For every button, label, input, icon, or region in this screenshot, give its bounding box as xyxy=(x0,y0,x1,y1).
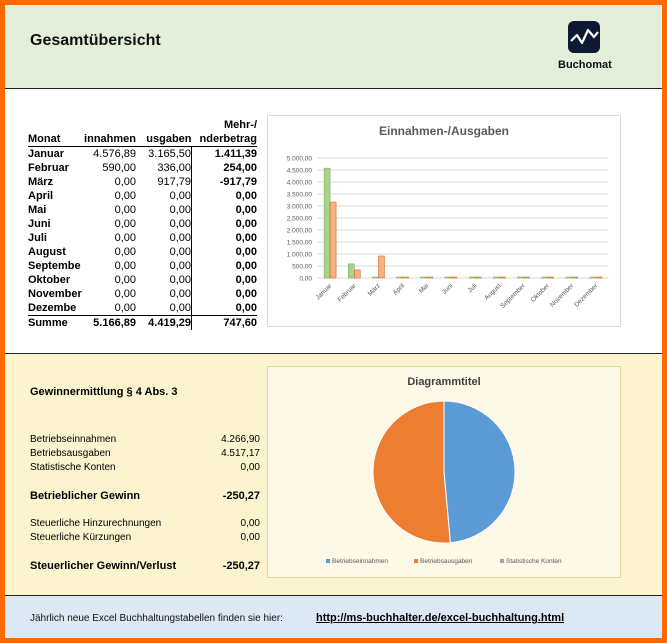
additions-value: 0,00 xyxy=(240,518,260,529)
cell-month: Februar xyxy=(28,162,69,174)
cell-expense: 0,00 xyxy=(169,232,191,244)
cell-expense: 0,00 xyxy=(169,274,191,286)
legend-label: Betriebsausgaben xyxy=(420,558,473,565)
cell-income: 590,00 xyxy=(102,162,136,174)
profit-label: Betrieblicher Gewinn xyxy=(30,490,141,502)
pie-slice xyxy=(444,401,515,543)
cell-income: 0,00 xyxy=(114,232,136,244)
expense-row xyxy=(30,447,260,461)
table-row xyxy=(28,245,257,259)
cell-month: Mai xyxy=(28,204,47,216)
pie-chart xyxy=(267,366,621,578)
y-tick-label: 4.000,00 xyxy=(286,179,312,187)
bar xyxy=(469,277,475,278)
bar xyxy=(542,277,548,278)
table-row xyxy=(28,287,257,301)
footer-text: Jährlich neue Excel Buchhaltungstabellen finden sie hier: xyxy=(30,613,283,624)
header xyxy=(5,5,662,89)
x-tick-label: September xyxy=(499,282,527,310)
page-title: Gesamtübersicht xyxy=(30,32,161,49)
cell-expense: 3.165,50 xyxy=(148,148,191,160)
x-tick-label: August xyxy=(483,282,503,302)
bar xyxy=(403,277,409,278)
bar xyxy=(372,277,378,278)
table-row xyxy=(28,217,257,231)
cell-diff: 0,00 xyxy=(192,189,258,203)
pie-title: Diagrammtitel xyxy=(407,376,481,388)
profit-section xyxy=(5,354,662,596)
table-row xyxy=(28,203,257,217)
cell-diff: 0,00 xyxy=(192,259,258,273)
y-tick-label: 3.000,00 xyxy=(286,203,312,211)
bar-chart xyxy=(267,115,621,327)
table-row xyxy=(28,231,257,245)
chart-line-icon xyxy=(568,21,600,53)
y-tick-label: 2.500,00 xyxy=(286,215,312,223)
x-tick-label: Juni xyxy=(440,282,455,296)
x-tick-label: April xyxy=(391,282,406,297)
cell-income: 0,00 xyxy=(114,302,136,314)
cell-expense: 0,00 xyxy=(169,190,191,202)
expense-label: Betriebsausgaben xyxy=(30,448,111,459)
bar xyxy=(330,202,336,278)
pie-chart-svg xyxy=(268,367,620,577)
tax-profit-label: Steuerlicher Gewinn/Verlust xyxy=(30,560,177,572)
legend-label: Statistische Konten xyxy=(506,558,562,565)
bar-chart-svg xyxy=(268,116,620,326)
cell-diff: 0,00 xyxy=(192,217,258,231)
bar xyxy=(354,270,360,278)
sum-income: 5.166,89 xyxy=(83,316,136,331)
cell-diff: 0,00 xyxy=(192,273,258,287)
page xyxy=(5,5,662,638)
income-label: Betriebseinnahmen xyxy=(30,434,117,445)
cell-diff: 0,00 xyxy=(192,203,258,217)
chart-title: Einnahmen-/Ausgaben xyxy=(378,124,510,138)
bar xyxy=(451,277,457,278)
y-tick-label: 5.000,00 xyxy=(286,155,312,163)
y-tick-label: 0,00 xyxy=(299,275,312,283)
cell-expense: 0,00 xyxy=(169,218,191,230)
cell-month: Septembe xyxy=(28,260,81,272)
footer xyxy=(5,596,662,638)
additions-row xyxy=(30,517,260,531)
cell-expense: 917,79 xyxy=(157,176,191,188)
pie-slice xyxy=(373,401,450,543)
bar xyxy=(475,277,481,278)
bar xyxy=(523,277,529,278)
accounts-label: Statistische Konten xyxy=(30,462,116,473)
cell-income: 0,00 xyxy=(114,190,136,202)
deductions-row xyxy=(30,531,260,545)
profit-row xyxy=(30,489,260,503)
income-row xyxy=(30,433,260,447)
bar xyxy=(590,277,596,278)
bar xyxy=(566,277,572,278)
x-tick-label: Februar xyxy=(336,282,358,304)
cell-expense: 0,00 xyxy=(169,246,191,258)
bar xyxy=(421,277,427,278)
cell-diff: 0,00 xyxy=(192,245,258,259)
bar xyxy=(493,277,499,278)
y-tick-label: 500,00 xyxy=(292,263,312,271)
y-tick-label: 1.000,00 xyxy=(286,251,312,259)
y-tick-label: 4.500,00 xyxy=(286,167,312,175)
y-tick-label: 3.500,00 xyxy=(286,191,312,199)
cell-month: August xyxy=(28,246,66,258)
bar xyxy=(445,277,451,278)
additions-label: Steuerliche Hinzurechnungen xyxy=(30,518,162,529)
legend-label: Betriebseinnahmen xyxy=(332,558,389,565)
bar xyxy=(397,277,403,278)
cell-month: Juli xyxy=(28,232,47,244)
sum-expense: 4.419,29 xyxy=(136,316,192,331)
cell-income: 0,00 xyxy=(114,176,136,188)
profit-title: Gewinnermittlung § 4 Abs. 3 xyxy=(30,386,178,398)
cell-income: 0,00 xyxy=(114,246,136,258)
col-month: Monat xyxy=(28,132,83,147)
monthly-table xyxy=(28,118,257,330)
cell-month: März xyxy=(28,176,54,188)
cell-expense: 336,00 xyxy=(157,162,191,174)
table-row xyxy=(28,189,257,203)
y-tick-label: 2.000,00 xyxy=(286,227,312,235)
cell-diff: -917,79 xyxy=(192,175,258,189)
cell-income: 0,00 xyxy=(114,274,136,286)
bar xyxy=(499,277,505,278)
cell-diff: 0,00 xyxy=(192,231,258,245)
bar xyxy=(348,264,354,278)
col-extra-top: Mehr-/ xyxy=(224,119,257,131)
logo-text: Buchomat xyxy=(558,59,612,71)
x-tick-label: Dezember xyxy=(573,282,600,309)
x-tick-label: Mai xyxy=(417,282,431,295)
table-row xyxy=(28,259,257,273)
col-expense: usgaben xyxy=(136,132,192,147)
deductions-label: Steuerliche Kürzungen xyxy=(30,532,132,543)
cell-income: 0,00 xyxy=(114,218,136,230)
cell-month: April xyxy=(28,190,54,202)
cell-expense: 0,00 xyxy=(169,288,191,300)
cell-income: 0,00 xyxy=(114,204,136,216)
legend-swatch xyxy=(326,559,330,563)
cell-income: 0,00 xyxy=(114,288,136,300)
logo xyxy=(558,19,612,79)
cell-diff: 1.411,39 xyxy=(192,147,258,162)
x-tick-label: Januar xyxy=(314,282,334,302)
x-tick-label: Oktober xyxy=(529,282,551,304)
bar xyxy=(517,277,523,278)
legend-swatch xyxy=(500,559,504,563)
cell-expense: 0,00 xyxy=(169,302,191,314)
cell-expense: 0,00 xyxy=(169,204,191,216)
monthly-section xyxy=(5,89,662,354)
table-row xyxy=(28,161,257,175)
tax-profit-row xyxy=(30,559,260,573)
profit-value: -250,27 xyxy=(222,490,260,502)
y-tick-label: 1.500,00 xyxy=(286,239,312,247)
bar xyxy=(596,277,602,278)
x-tick-label: November xyxy=(549,282,576,309)
tax-profit-value: -250,27 xyxy=(222,560,260,572)
table-row xyxy=(28,147,257,162)
table-row xyxy=(28,301,257,316)
col-income: innahmen xyxy=(84,133,136,145)
bar xyxy=(572,277,578,278)
x-tick-label: Juli xyxy=(466,282,479,295)
table-row xyxy=(28,175,257,189)
cell-expense: 0,00 xyxy=(169,260,191,272)
col-extra: nderbetrag xyxy=(192,132,258,147)
x-tick-label: März xyxy=(366,282,382,298)
table-row xyxy=(28,273,257,287)
accounts-value: 0,00 xyxy=(240,462,260,473)
cell-diff: 254,00 xyxy=(192,161,258,175)
cell-diff: 0,00 xyxy=(192,301,258,316)
bar xyxy=(378,256,384,278)
cell-month: Dezembe xyxy=(28,302,77,314)
bar xyxy=(427,277,433,278)
sum-label: Summe xyxy=(28,316,83,331)
excel-link[interactable]: http://ms-buchhalter.de/excel-buchhaltung.html xyxy=(316,612,565,624)
sum-row xyxy=(28,316,257,331)
bar xyxy=(548,277,554,278)
legend-swatch xyxy=(414,559,418,563)
cell-income: 4.576,89 xyxy=(93,148,136,160)
sum-diff: 747,60 xyxy=(192,316,258,331)
accounts-row xyxy=(30,461,260,475)
cell-month: Januar xyxy=(28,148,65,160)
income-value: 4.266,90 xyxy=(221,434,260,445)
cell-diff: 0,00 xyxy=(192,287,258,301)
cell-month: November xyxy=(28,288,82,300)
cell-income: 0,00 xyxy=(114,260,136,272)
cell-month: Juni xyxy=(28,218,51,230)
expense-value: 4.517,17 xyxy=(221,448,260,459)
deductions-value: 0,00 xyxy=(240,532,260,543)
bar xyxy=(324,168,330,278)
cell-month: Oktober xyxy=(28,274,71,286)
